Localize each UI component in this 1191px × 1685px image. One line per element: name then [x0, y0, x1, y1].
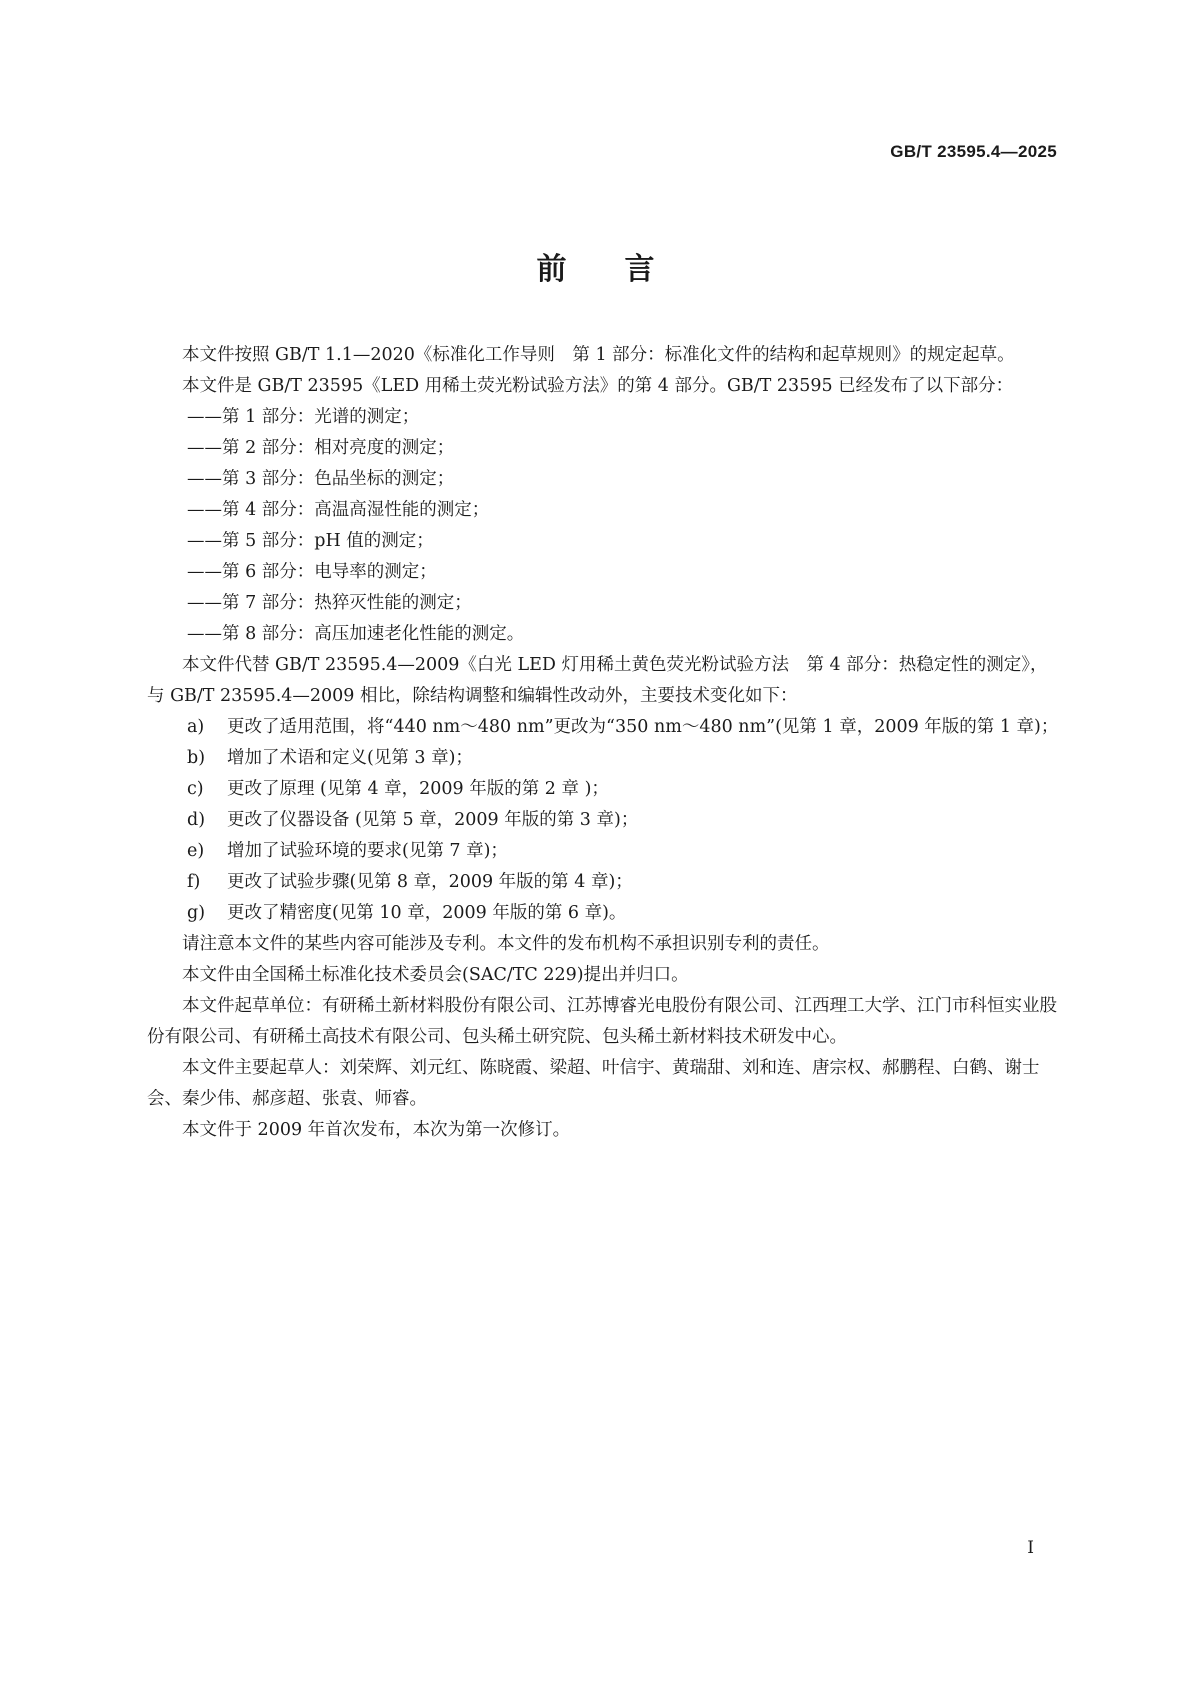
list-item-part-4: ——第 4 部分：高温高湿性能的测定； [187, 500, 490, 520]
change-text: 增加了术语和定义(见第 3 章)； [227, 748, 473, 768]
change-text: 更改了精密度(见第 10 章，2009 年版的第 6 章)。 [227, 903, 627, 923]
page-title: 前言 [536, 252, 713, 287]
change-item-e [147, 836, 1064, 867]
paragraph-patent-notice: 请注意本文件的某些内容可能涉及专利。本文件的发布机构不承担识别专利的责任。 [182, 934, 830, 954]
change-item-c [147, 774, 1064, 805]
list-item-part-2: ——第 2 部分：相对亮度的测定； [187, 438, 455, 458]
change-item-d [147, 805, 1064, 836]
change-label: d) [187, 810, 206, 830]
paragraph-drafters: 本文件主要起草人：刘荣辉、刘元红、陈晓霞、梁超、叶信宇、黄瑞甜、刘和连、唐宗权、郝鹏程、白鹤、谢士会、秦少伟、郝彦超、张袁、师睿。 [147, 1058, 1040, 1109]
paragraph-proposer: 本文件由全国稀土标准化技术委员会(SAC/TC 229)提出并归口。 [182, 965, 689, 985]
change-text: 增加了试验环境的要求(见第 7 章)； [227, 841, 508, 861]
standard-number: GB/T 23595.4—2025 [890, 142, 1057, 161]
list-item-part-7: ——第 7 部分：热猝灭性能的测定； [187, 593, 472, 613]
paragraph-drafting-units: 本文件起草单位：有研稀土新材料股份有限公司、江苏博睿光电股份有限公司、江西理工大学、江门市科恒实业股份有限公司、有研稀土高技术有限公司、包头稀土研究院、包头稀土新材料技术研发中心。 [147, 996, 1057, 1047]
change-text: 更改了原理 (见第 4 章，2009 年版的第 2 章 )； [227, 779, 609, 799]
change-label: f) [187, 872, 201, 892]
change-item-b [147, 743, 1064, 774]
change-text: 更改了试验步骤(见第 8 章，2009 年版的第 4 章)； [227, 872, 633, 892]
list-item-part-3: ——第 3 部分：色品坐标的测定； [187, 469, 455, 489]
change-label: g) [187, 903, 206, 923]
document-body [147, 340, 1064, 1146]
change-item-g [147, 898, 1064, 929]
list-item-part-8: ——第 8 部分：高压加速老化性能的测定。 [187, 624, 525, 644]
paragraph-replacement: 本文件代替 GB/T 23595.4—2009《白光 LED 灯用稀土黄色荧光粉试验方法 第 4 部分：热稳定性的测定》，与 GB/T 23595.4—2009 相比，除结构调整和编辑性改动外，主要技术变化如下： [147, 655, 1048, 706]
change-text: 更改了仪器设备 (见第 5 章，2009 年版的第 3 章)； [227, 810, 639, 830]
change-text: 更改了适用范围，将“440 nm～480 nm”更改为“350 nm～480 nm”(见第 1 章，2009 年版的第 1 章)； [227, 717, 1059, 737]
change-label: a) [187, 717, 205, 737]
change-label: e) [187, 841, 205, 861]
page-number: I [1027, 1538, 1034, 1558]
list-item-part-5: ——第 5 部分：pH 值的测定； [187, 531, 434, 551]
change-label: c) [187, 779, 204, 799]
change-label: b) [187, 748, 206, 768]
list-item-part-6: ——第 6 部分：电导率的测定； [187, 562, 437, 582]
list-item-part-1: ——第 1 部分：光谱的测定； [187, 407, 420, 427]
paragraph-publication-history: 本文件于 2009 年首次发布，本次为第一次修订。 [182, 1120, 571, 1140]
paragraph-drafting-rules: 本文件按照 GB/T 1.1—2020《标准化工作导则 第 1 部分：标准化文件的结构和起草规则》的规定起草。 [182, 345, 1015, 365]
change-item-f [147, 867, 1064, 898]
paragraph-series-intro: 本文件是 GB/T 23595《LED 用稀土荧光粉试验方法》的第 4 部分。GB/T 23595 已经发布了以下部分： [182, 376, 1014, 396]
change-item-a [147, 712, 1064, 743]
